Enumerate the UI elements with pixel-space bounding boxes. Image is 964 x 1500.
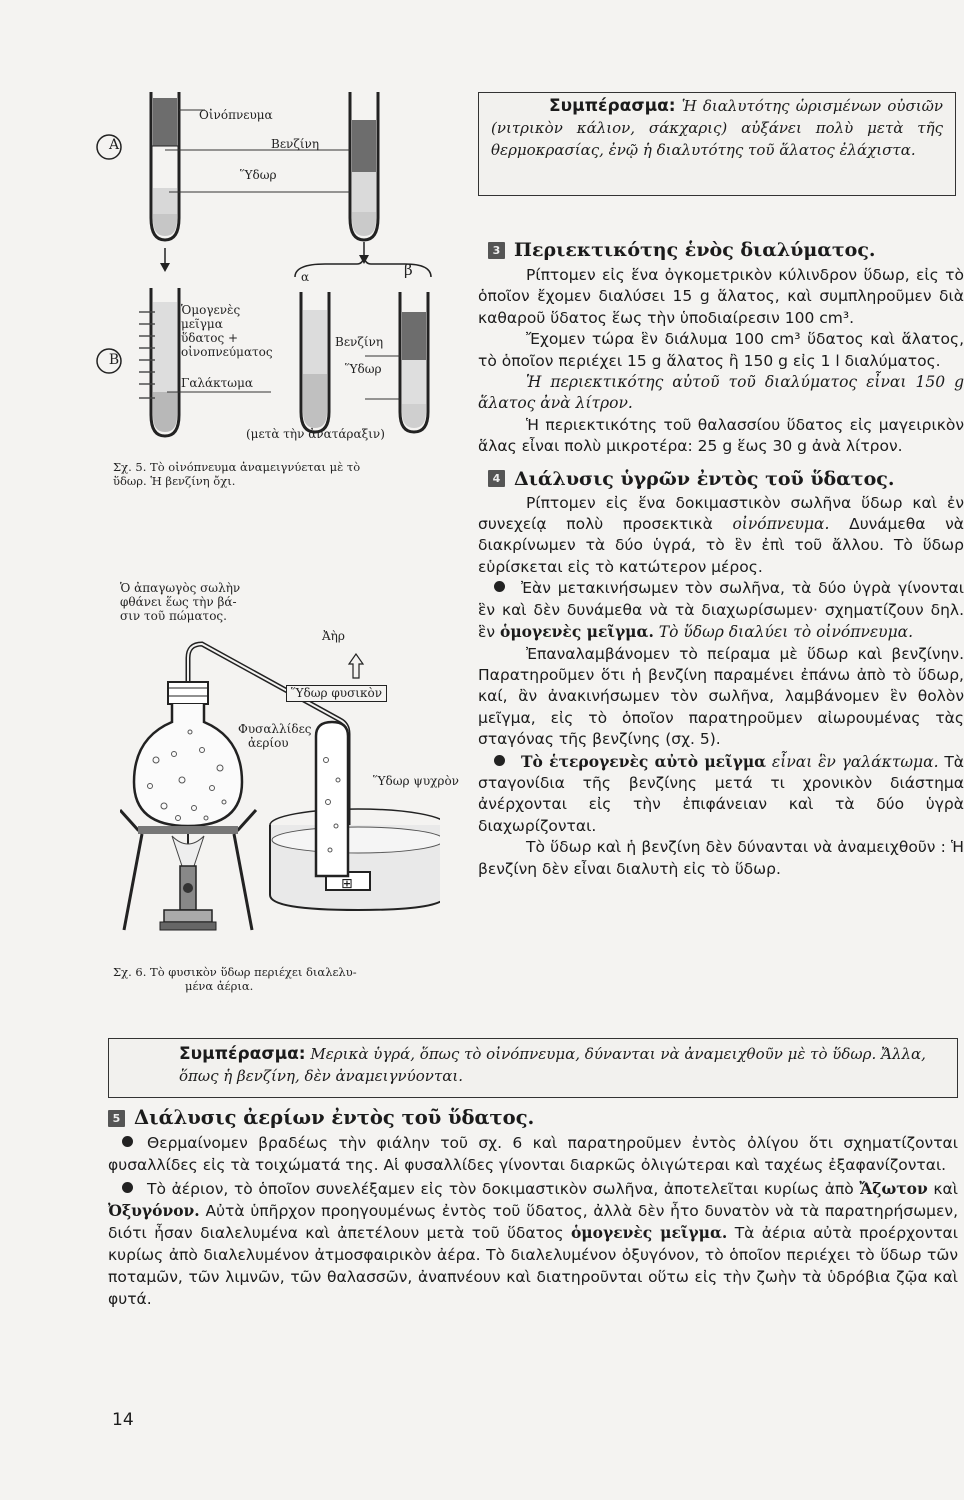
fig6-caption-line1: Σχ. 6. Τὸ φυσικὸν ὕδωρ περιέχει διαλελυ- [113, 965, 357, 979]
fig5-caption-line2: ὕδωρ. Ἡ βενζίνη ὄχι. [113, 474, 236, 488]
test-tube-b-alpha [301, 292, 329, 432]
fig5-water-b-label: Ὕδωρ [345, 362, 382, 376]
conclusion-2-label: Συμπέρασμα: [179, 1044, 306, 1064]
section-5-title: Διάλυσις ἀερίων ἐντὸς τοῦ ὕδατος. [134, 1106, 535, 1129]
air-arrow [349, 654, 363, 678]
section-4-p4: Τὸ ἑτερογενὲς αὐτὸ μεῖγμα εἶναι ἓν γαλάκτωμα. Τὰ σταγονίδια τῆς βενζίνης μετά τι χρονικὸν διάστημα ἀνέρχονται εἰς τὴν ἐπιφάνειαν καὶ τὰ δύο ὑγρὰ διαχωρίζονται. [478, 751, 964, 835]
fig6-support-mark: ⊞ [341, 876, 353, 892]
section-4-p5: Τὸ ὕδωρ καὶ ἡ βενζίνη δὲν δύνανται νὰ ἀναμειχθοῦν : Ἡ βενζίνη δὲν εἶναι διαλυτὴ εἰς τὸ ὕδωρ. [478, 838, 964, 878]
flask [134, 704, 242, 826]
section-4-number: 4 [488, 470, 505, 487]
section-4-title: Διάλυσις ὑγρῶν ἐντὸς τοῦ ὕδατος. [514, 467, 895, 490]
bullet-icon [494, 581, 505, 592]
fig6-tube-note-line3: σιν τοῦ πώματος. [120, 609, 227, 623]
bullet-icon [122, 1182, 133, 1193]
section-3-p2: Ἔχομεν τώρα ἓν διάλυμα 100 cm³ ὕδατος καὶ ἅλατος, τὸ ὁποῖον περιέχει 15 g ἅλατος ἢ 150 g εἰς 1 l διαλύματος. [478, 330, 964, 370]
fig6-caption-line2: μένα ἀέρια. [185, 979, 254, 993]
section-3-number: 3 [488, 242, 505, 259]
fig5-mix-line1: Ὁμογενὲς [181, 303, 241, 317]
fig6-natural-water-label: Ὕδωρ φυσικὸν [286, 685, 387, 702]
fig5-mix-line2: μεῖγμα [181, 317, 223, 331]
section-5-p1: Θερμαίνομεν βραδέως τὴν φιάλην τοῦ σχ. 6 καὶ παρατηροῦμεν ἐντὸς ὀλίγου ὅτι σχηματίζονται φυσαλλίδες εἰς τὰ τοιχώματά της. Αἱ φυσαλλίδες γίνονται διαρκῶς ὀλιγώτεραι καὶ ταχέως ἐξαφανίζονται. [108, 1134, 958, 1174]
conclusion-1-label: Συμπέρασμα: [549, 96, 676, 116]
fig5-alcohol-label: Οἰνόπνευμα [199, 108, 273, 122]
fig6-bubbles-line2: ἀερίου [248, 736, 289, 750]
section-3-p3: Ἡ περιεκτικότης αὐτοῦ τοῦ διαλύματος εἶναι 150 g ἅλατος ἀνὰ λίτρον. [478, 373, 964, 413]
fig6-bubbles-line1: Φυσαλλίδες [238, 722, 312, 736]
fig5-mix-line4: οἰνοπνεύματος [181, 345, 273, 359]
section-3-p4: Ἡ περιεκτικότης τοῦ θαλασσίου ὕδατος εἰς μαγειρικὸν ἅλας εἶναι πολὺ μικροτέρα: 25 g ἕως 30 g ἀνὰ λίτρον. [478, 415, 964, 456]
right-column [478, 238, 964, 880]
fig6-tube-note-line2: φθάνει ἕως τὴν βά- [120, 595, 237, 609]
fig5-water-label: Ὕδωρ [240, 168, 277, 182]
collecting-tube [316, 722, 348, 876]
section-4-p2: Ἐὰν μετακινήσωμεν τὸν σωλῆνα, τὰ δύο ὑγρὰ γίνονται ἓν καὶ δὲν δυνάμεθα νὰ τὰ διαχωρίσωμεν· σχηματίζουν δηλ. ἓν ὁμογενὲς μεῖγμα. Τὸ ὕδωρ διαλύει τὸ οἰνόπνευμα. [478, 579, 964, 642]
fig6-cold-water-label: Ὕδωρ ψυχρὸν [373, 774, 459, 788]
fig5-benzene-b-label: Βενζίνη [335, 335, 384, 349]
fig5-benzene-label: Βενζίνη [271, 137, 320, 151]
section-3-title: Περιεκτικότης ἑνὸς διαλύματος. [514, 239, 876, 261]
fig5-after-shaking: (μετὰ τὴν ἀνατάραξιν) [246, 427, 385, 441]
fig5-caption-line1: Σχ. 5. Τὸ οἰνόπνευμα ἀναμειγνύεται μὲ τὸ [113, 460, 361, 474]
fig5-tube-alpha: α [301, 270, 310, 284]
test-tube-a1 [151, 92, 179, 240]
section-5 [108, 1106, 958, 1310]
test-tube-b-beta [400, 292, 428, 432]
fig5-label-a: A [108, 137, 120, 153]
test-tube-a2 [350, 92, 378, 240]
bullet-icon [494, 755, 505, 766]
fig6-tube-note-line1: Ὁ ἀπαγωγὸς σωλὴν [120, 581, 241, 595]
bullet-icon [122, 1136, 133, 1147]
conclusion-box-1 [478, 92, 956, 196]
fig5-tube-beta: β [404, 261, 413, 279]
section-5-p2: Τὸ ἀέριον, τὸ ὁποῖον συνελέξαμεν εἰς τὸν δοκιμαστικὸν σωλῆνα, ἀποτελεῖται κυρίως ἀπὸ Ἄζωτον καὶ Ὀξυγόνον. Αὐτὰ ὑπῆρχον προηγουμένως ἐντὸς τοῦ ὕδατος, ἀλλὰ δὲν ἦτο δυνατὸν νὰ τὰ παρατηρήσωμεν, διότι ἦσαν διαλελυμένα καὶ ἀπετέλουν μετὰ τοῦ ὕδατος ὁμογενὲς μεῖγμα. Τὰ ἀέρια αὐτὰ προέρχονται κυρίως ἀπὸ διαλελυμένον ἀτμοσφαιρικὸν ἀέρα. Τὸ διαλελυμένον ὀξυγόνον, τὸ ὁποῖον περιέχει τὸ ὕδωρ τῶν ποταμῶν, τῶν λιμνῶν, τῶν θαλασσῶν, ἀναπνέουν καὶ διατηροῦνται οὕτω εἰς τὴν ζωὴν τὰ ὑδρόβια ζῷα καὶ φυτά. [108, 1179, 959, 1308]
test-tube-b1 [139, 288, 179, 436]
fig5-emulsion-label: Γαλάκτωμα [181, 376, 253, 390]
conclusion-1-text: Ἡ διαλυτότης ὡρισμένων οὐσιῶν (νιτρικὸν κάλιον, σάκχαρις) αὐξάνει πολὺ μετὰ τῆς θερμοκρασίας, ἐνῷ ἡ διαλυτότης τοῦ ἅλατος ἐλάχιστα. [491, 97, 943, 159]
section-4-p3: Ἐπαναλαμβάνομεν τὸ πείραμα μὲ ὕδωρ καὶ βενζίνην. Παρατηροῦμεν ὅτι ἡ βενζίνη παραμένει ἐπάνω ἀπὸ τὸ ὕδωρ, καί, ἂν ἀνακινήσωμεν τὸν σωλῆνα, λαμβάνομεν ἓν θολὸν μεῖγμα, εἰς τὸ ὁποῖον παρατηροῦμεν αἰωρουμένας τὰς σταγόνας τῆς βενζίνης (σχ. 5). [478, 644, 964, 749]
conclusion-box-2 [108, 1038, 958, 1098]
fig5-label-b: B [108, 352, 120, 368]
conclusion-2-text: Μερικὰ ὑγρά, ὅπως τὸ οἰνόπνευμα, δύνανται νὰ ἀναμειχθοῦν μὲ τὸ ὕδωρ. Ἄλλα, ὅπως ἡ βενζίνη, δὲν ἀναμειγνύονται. [179, 1045, 926, 1085]
section-5-number: 5 [108, 1110, 125, 1127]
page-number: 14 [112, 1410, 134, 1430]
section-3-p1: Ρίπτομεν εἰς ἕνα ὀγκομετρικὸν κύλινδρον ὕδωρ, εἰς τὸ ὁποῖον ἔχομεν διαλύσει 15 g ἅλατος, καὶ συμπληροῦμεν διὰ καθαροῦ ὕδατος ἕως τὴν ὑποδιαίρεσιν 100 cm³. [478, 266, 964, 327]
fig6-air-label: Ἀὴρ [322, 629, 345, 643]
section-4-p1: Ρίπτομεν εἰς ἕνα δοκιμαστικὸν σωλῆνα ὕδωρ καὶ ἐν συνεχείᾳ πολὺ προσεκτικὰ οἰνόπνευμα. Δυνάμεθα νὰ διακρίνωμεν τὰ δύο ὑγρά, τὸ ἓν ἐπὶ τοῦ ἄλλου. Τὸ ὕδωρ εὑρίσκεται εἰς τὸ κατώτερον μέρος. [478, 493, 964, 576]
fig5-mix-line3: ὕδατος + [181, 331, 239, 345]
